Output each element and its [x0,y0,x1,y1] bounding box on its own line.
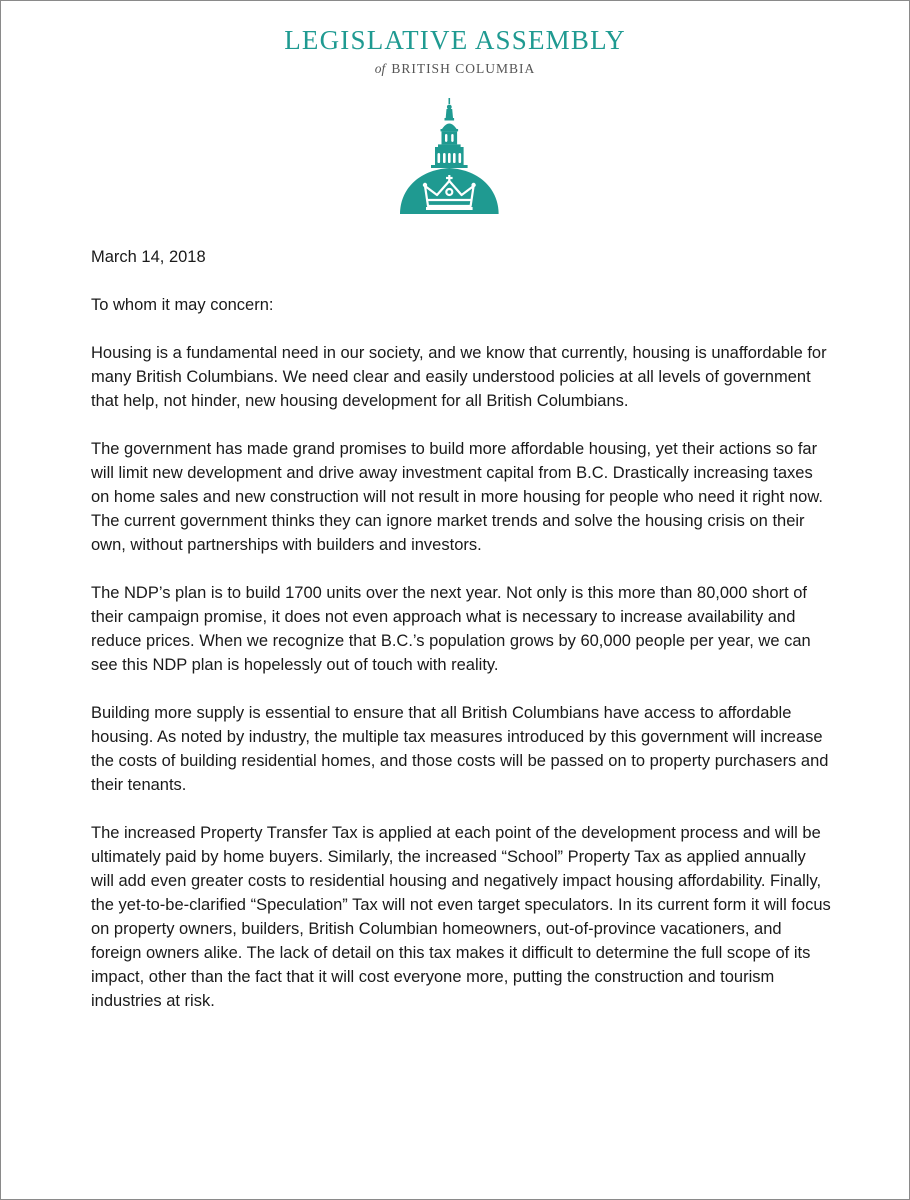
letterhead [0,22,910,78]
letterhead-title: LEGISLATIVE ASSEMBLY [284,25,626,55]
legislature-dome-crest-icon [398,98,502,216]
letter-paragraph: Housing is a fundamental need in our society, and we know that currently, housing is unaffordable for many British Columbians. We need clear and easily understood policies at all levels of government that help, not hinder, new housing development for all British Columbians. [91,344,827,410]
letter-paragraph: The increased Property Transfer Tax is applied at each point of the development process and will be ultimately paid by home buyers. Similarly, the increased “School” Property Tax as applied annually will add even greater costs to residential housing and negatively impact housing affordability. Finally, the yet-to-be-clarified “Speculation” Tax will not even target speculators. In its current form it will focus on property owners, builders, British Columbian homeowners, out-of-province vacationers, and foreign owners alike. The lack of detail on this tax makes it difficult to determine the full scope of its impact, other than the fact that it will cost everyone more, putting the construction and tourism industries at risk. [91,824,831,1010]
letterhead-subtitle [0,60,910,78]
letter-body [91,245,831,1037]
letter-paragraph: Building more supply is essential to ensure that all British Columbians have access to affordable housing. As noted by industry, the multiple tax measures introduced by this government will increase the costs of building residential homes, and those costs will be passed on to property purchasers and their tenants. [91,704,829,794]
letterhead-of: of [374,61,386,76]
letter-date: March 14, 2018 [91,248,206,266]
letter-paragraph: The government has made grand promises to build more affordable housing, yet their actions so far will limit new development and drive away investment capital from B.C. Drastically increasing taxes on home sales and new construction will not result in more housing for people who need it right now. The current government thinks they can ignore market trends and solve the housing crisis on their own, without partnerships with builders and investors. [91,440,823,554]
letter-paragraph: The NDP’s plan is to build 1700 units over the next year. Not only is this more than 80,000 short of their campaign promise, it does not even approach what is necessary to increase availability and reduce prices. When we recognize that B.C.’s population grows by 60,000 people per year, we can see this NDP plan is hopelessly out of touch with reality. [91,584,811,674]
letter-salutation: To whom it may concern: [91,296,274,314]
letterhead-province: BRITISH COLUMBIA [391,61,536,76]
